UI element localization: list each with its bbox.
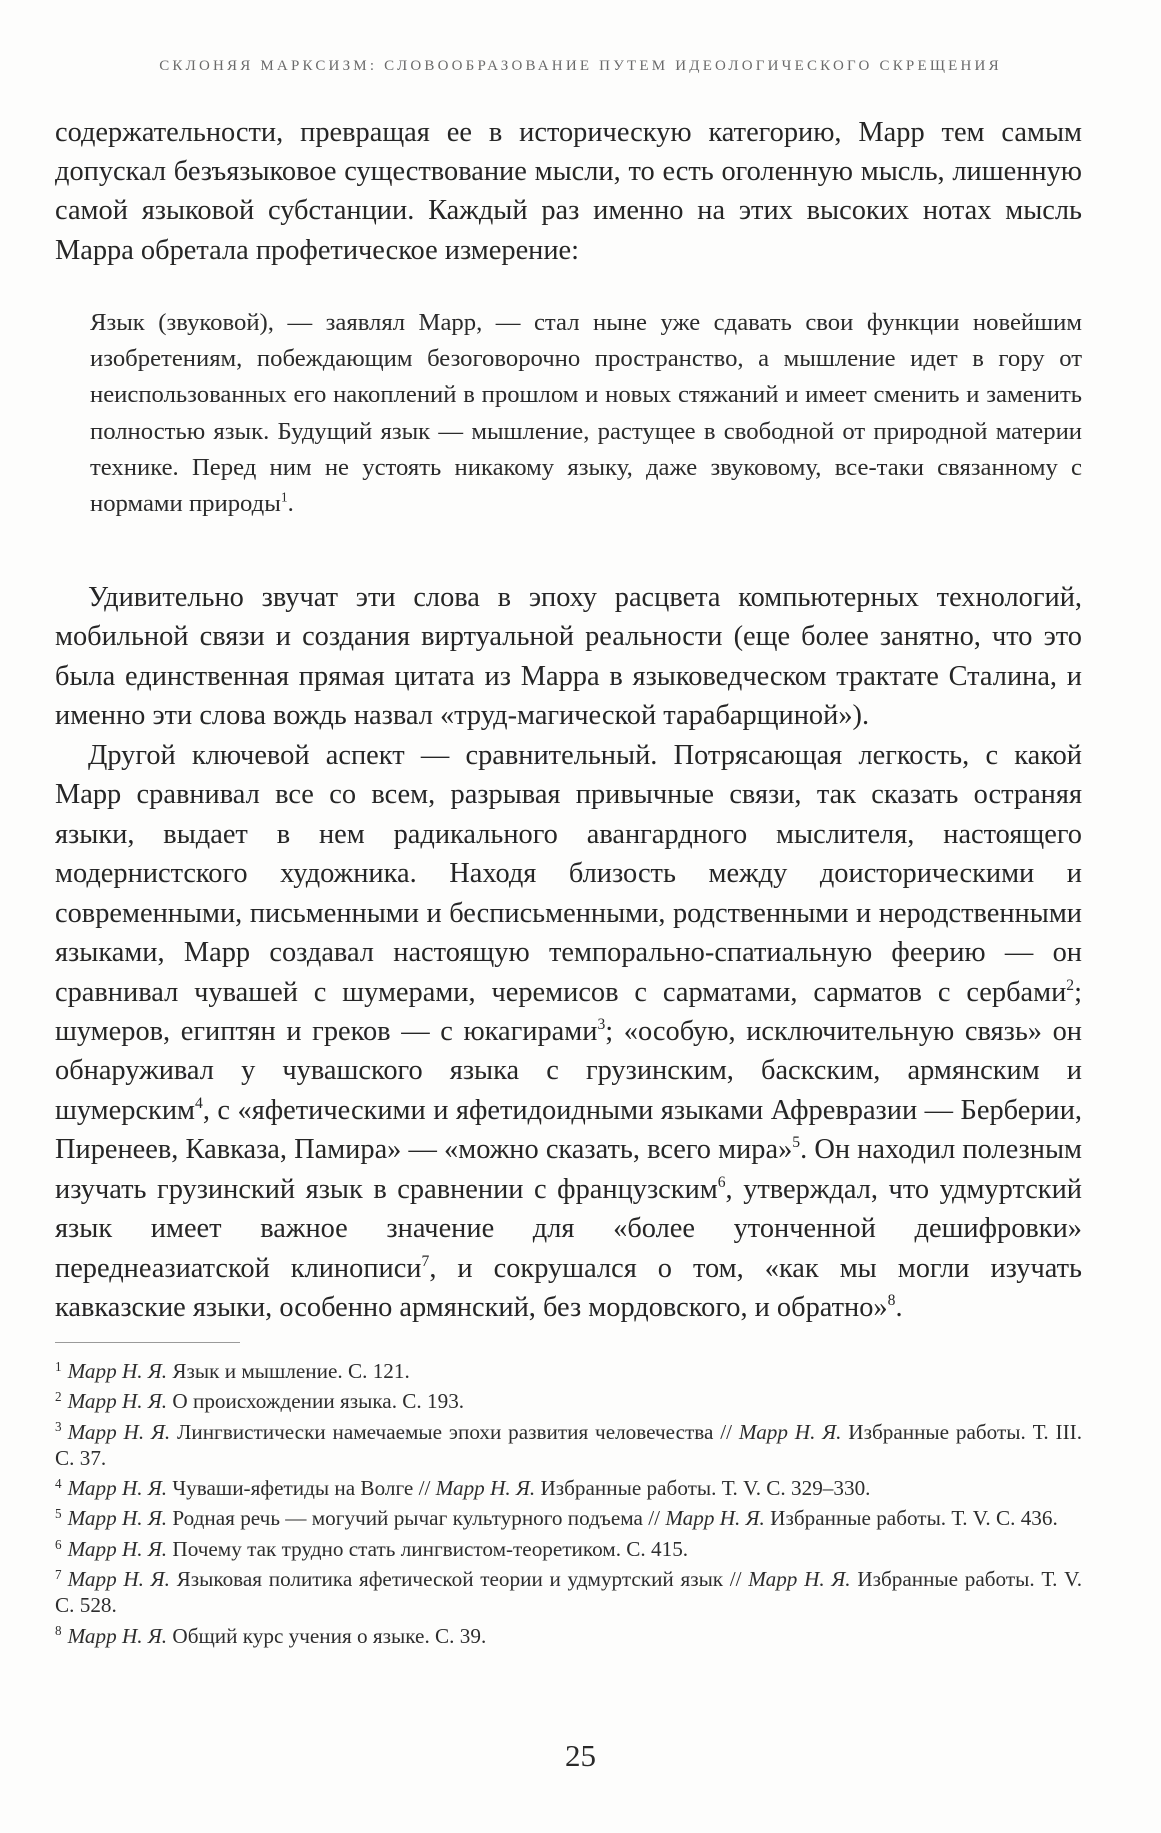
block-quote: Язык (звуковой), — заявлял Марр, — стал ныне уже сдавать свои функции новейшим изобретениям, побеждающим безоговорочно пространство, а мышление идет в гору от неиспользованных его накоплений в прошлом и новых стяжаний и имеет сменить и заменить полностью язык. Будущий язык — мышление, растущее в свободной от природной материи технике. Перед ним не устоять никакому языку, даже звуковому, все-таки связанному с нормами природы$^1$. <box>90 309 1082 518</box>
footnote-author: Марр Н. Я. <box>665 1506 765 1531</box>
footnote-number: 1 <box>55 1358 62 1374</box>
footnote-author: Марр Н. Я. <box>67 1359 168 1383</box>
paragraph-3-text: , и сокрушался о том, «как мы могли изучать кавказские языки, особенно армянский, без мордовского, и обратно» <box>55 1252 1082 1324</box>
paragraph-1: содержательности, превращая ее в историческую категорию, Марр тем самым допускал безъязыковое существование мысли, то есть оголенную мысль, лишенную самой языковой субстанции. Каждый раз именно на этих высоких нотах мысль Марра обретала профетическое измерение: <box>55 117 1082 266</box>
footnote-number: 6 <box>55 1536 62 1552</box>
footnote-text: Почему так трудно стать лингвистом-теоретиком. С. 415. <box>172 1536 689 1561</box>
footnote-author: Марр Н. Я. <box>67 1506 168 1531</box>
footnote-number: 2 <box>55 1389 62 1405</box>
footnote-ref-5[interactable]: 5 <box>792 1134 801 1152</box>
footnote-ref-4[interactable]: 4 <box>195 1094 203 1112</box>
footnote-ref-2[interactable]: 2 <box>1066 976 1075 994</box>
footnote-author: Марр Н. Я. <box>67 1419 171 1444</box>
page-number: 25 <box>565 1738 596 1773</box>
footnote-text: Избранные работы. Т. V. С. 329–330. <box>540 1476 871 1501</box>
footnote-ref-3[interactable]: 3 <box>597 1016 606 1034</box>
footnote <box>55 1358 1082 1384</box>
footnote <box>55 1536 1082 1562</box>
footnote <box>55 1566 1082 1619</box>
paragraph-3-text: ; «особую, исключительную связь» он обнаруживал у чувашского языка с грузинским, баскским, армянским и шумерским <box>55 1015 1082 1126</box>
footnote <box>55 1475 1082 1501</box>
footnote-text: Избранные работы. Т. V. С. 436. <box>770 1506 1058 1531</box>
footnote-number: 5 <box>55 1506 62 1522</box>
footnote-text: Чуваши-яфетиды на Волге // <box>172 1476 436 1501</box>
footnote-number: 7 <box>55 1566 62 1582</box>
footnote-ref-8[interactable]: 8 <box>887 1292 896 1310</box>
footnote-author: Марр Н. Я. <box>67 1536 168 1561</box>
paragraph-3-text: . <box>895 1292 903 1324</box>
footnote-ref-7[interactable]: 7 <box>421 1252 430 1270</box>
footnote-text: Общий курс учения о языке. С. 39. <box>172 1623 487 1648</box>
paragraph-2: Удивительно звучат эти слова в эпоху расцвета компьютерных технологий, мобильной связи и создания виртуальной реальности (еще более занятно, что это была единственная прямая цитата из Марра в языковедческом трактате Сталина, и именно эти слова вождь назвал «труд-магической тарабарщиной»). <box>55 582 1082 732</box>
footnote-text: О происхождении языка. С. 193. <box>172 1389 465 1414</box>
footnote-text: Языковая политика яфетической теории и удмуртский язык // <box>176 1567 749 1592</box>
footnote-text: Язык и мышление. С. 121. <box>172 1359 410 1383</box>
paragraph-3-text: ; шумеров, египтян и греков — с юкагирами <box>55 976 1082 1047</box>
footnote-number: 4 <box>55 1475 62 1491</box>
footnote-author: Марр Н. Я. <box>67 1623 168 1648</box>
footnote-author: Марр Н. Я. <box>67 1476 168 1501</box>
footnote-author: Марр Н. Я. <box>738 1419 842 1444</box>
footnote-author: Марр Н. Я. <box>67 1389 168 1414</box>
paragraph-3-text: Другой ключевой аспект — сравнительный. Потрясающая легкость, с какой Марр сравнивал все со всем, разрывая привычные связи, так сказать остраняя языки, выдает в нем радикального авангардного мыслителя, настоящего модернистского художника. Находя близость между доисторическими и современными, письменными и бесписьменными, родственными и неродственными языками, Марр создавал настоящую темпорально-спатиальную феерию — он сравнивал чувашей с шумерами, черемисов с сарматами, сарматов с сербами <box>55 739 1082 1008</box>
footnotes <box>55 1358 1082 1653</box>
footnote-text: Избранные работы. Т. V. С. 528. <box>55 1567 1083 1618</box>
footnote <box>55 1505 1082 1531</box>
footnote-separator <box>55 1342 240 1343</box>
paragraph-3-text: , утверждал, что удмуртский язык имеет важное значение для «более утонченной дешифровки» переднеазиатской клинописи <box>55 1173 1082 1284</box>
footnote-text: Лингвистически намечаемые эпохи развития человечества // <box>177 1419 739 1444</box>
footnote-author: Марр Н. Я. <box>67 1567 170 1592</box>
footnote-text: Избранные работы. Т. III. С. 37. <box>55 1419 1082 1470</box>
paragraph-3-text: , с «яфетическими и яфетидоидными языками Афревразии — Берберии, Пиренеев, Кавказа, Памира» — «можно сказать, всего мира» <box>55 1094 1082 1166</box>
opening-paragraph-block <box>55 113 1082 270</box>
footnote-number: 8 <box>55 1623 62 1639</box>
footnote-number: 3 <box>55 1419 62 1435</box>
footnote <box>55 1419 1082 1472</box>
paragraph-3-text: . Он находил полезным изучать грузинский язык в сравнении с французским <box>55 1134 1082 1205</box>
paragraph-3 <box>55 736 1082 1328</box>
footnote-author: Марр Н. Я. <box>435 1476 536 1501</box>
footnote-ref-1[interactable]: 1 <box>280 489 288 505</box>
footnote <box>55 1623 1082 1649</box>
footnote <box>55 1388 1082 1414</box>
footnote-ref-6[interactable]: 6 <box>717 1173 726 1191</box>
quote-text: Язык (звуковой), — заявлял Марр, — стал ныне уже сдавать свои функции новейшим изобретениям, побеждающим безоговорочно пространство, а мышление идет в гору от неиспользованных его накоплений в прошлом и новых стяжаний и имеет сменить и заменить полностью язык. Будущий язык — мышление, растущее в свободной от природной материи технике. Перед ним не устоять никакому языку, даже звуковому, все-таки связанному с нормами природы <box>90 309 1082 518</box>
footnote-text: Родная речь — могучий рычаг культурного подъема // <box>172 1506 666 1531</box>
footnote-author: Марр Н. Я. <box>748 1567 851 1592</box>
running-head: СКЛОНЯЯ МАРКСИЗМ: СЛОВООБРАЗОВАНИЕ ПУТЕМ ИДЕОЛОГИЧЕСКОГО СКРЕЩЕНИЯ <box>159 58 1002 74</box>
body-text <box>55 578 1082 1328</box>
